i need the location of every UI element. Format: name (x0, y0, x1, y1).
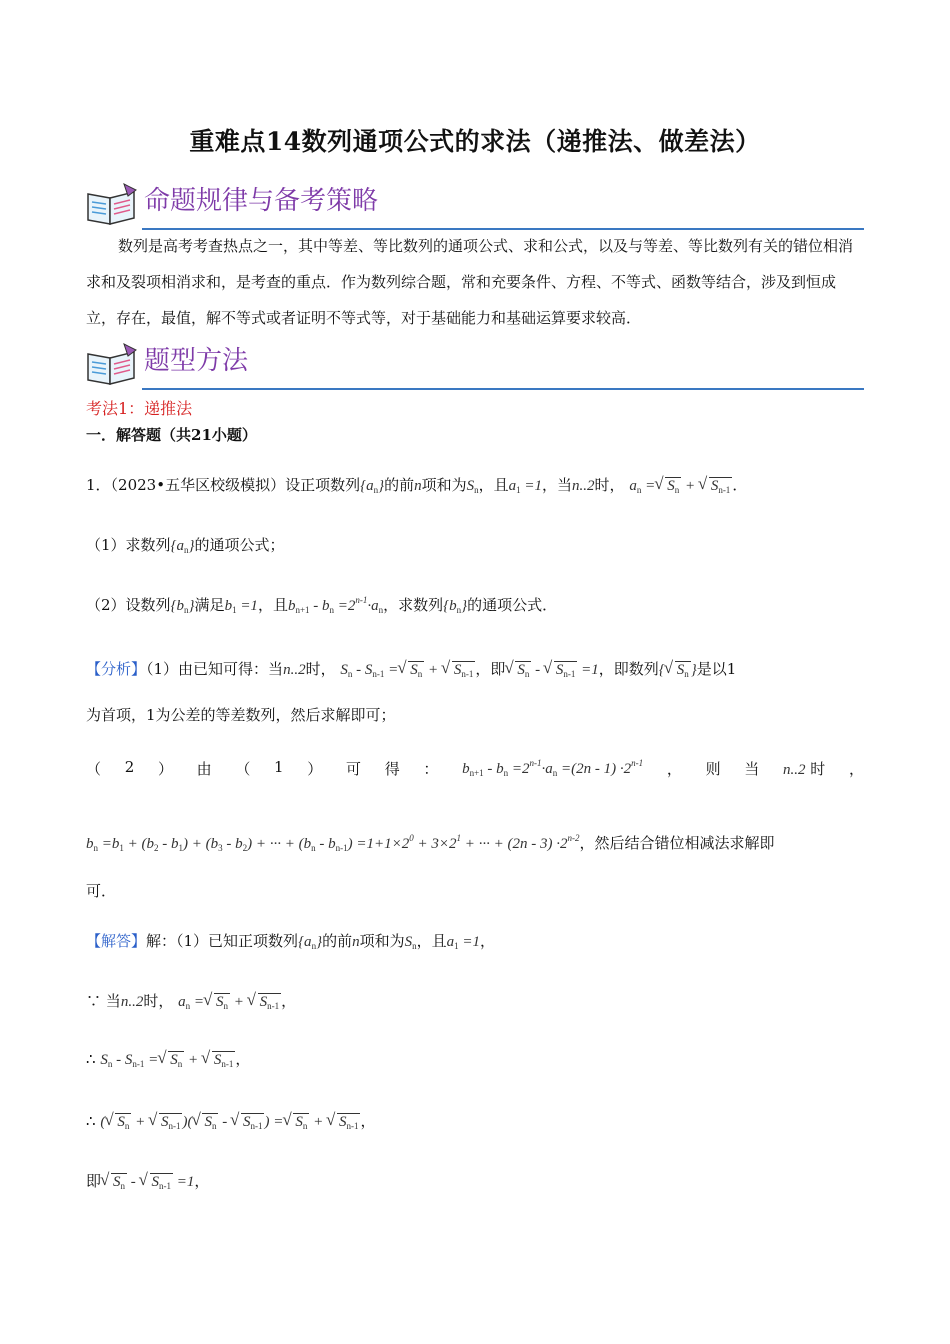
section-header-methods (84, 340, 864, 390)
intro-paragraph: 数列是高考考查热点之一，其中等差、等比数列的通项公式、求和公式，以及与等差、等比数列有关的错位相消求和及裂项相消求和，是考查的重点．作为数列综合题，常和充要条件、方程、不等式、函数等结合，涉及到恒成立，存在，最值，解不等式或者证明不等式等，对于基础能力和基础运算要求较高． (86, 237, 854, 327)
open-book-icon (84, 342, 140, 386)
section-title: 命题规律与备考策略 (144, 186, 379, 216)
solution-tag: 【解答】 (86, 932, 147, 950)
section-divider (142, 388, 864, 390)
part-label: 一．解答题（共21小题） (86, 426, 257, 444)
method-label: 考法1：递推法 (86, 399, 193, 418)
open-book-icon (84, 182, 140, 226)
section-title: 题型方法 (144, 346, 249, 376)
question-2: （2）设数列$\{b_n\}$满足$b_1 =1$，且$b_{n+1} - b_n =2^{n-1}\cdot a_n$，求数列$\{b_n\}$的通项公式． (86, 595, 558, 615)
analysis-line-4: $b_n =b_1 + (b_2 - b_1) + (b_3 - b_2)$ + ··· + $(b_n - b_{n-1}) =1+1\times 2^0 + 3\times 2^1$ + ··· + $(2n - 3) \cdot 2^{n-2}$，然后结合错位相减法求解即 (86, 833, 775, 853)
question-1: （1）求数列$\{a_n\}$的通项公式； (86, 536, 285, 555)
analysis-line-3: （ 2 ） 由 （ 1 ） 可 得 ： $b_{n+1} - b_n =2^{n-1}\cdot a_n =(2n - 1) \cdot 2^{n-1}$ ， 则 当 n..2 时 ， (86, 758, 864, 778)
analysis-line-5: 可． (86, 882, 117, 900)
page-title: 重难点14数列通项公式的求法（递推法、做差法） (189, 127, 761, 156)
analysis-line-1: 【分析】（1）由已知可得：当n..2时， $S_n - S_{n-1}$ =√ $S_n$ + √ $S_{n-1}$ ，即√ $S_n$ - √ $S_{n-1} =1$，即数列{√ $S_n$ }是以1 (86, 658, 864, 679)
solution-line-5: 即√ $S_n$ - √ $S_{n-1} =1$， (86, 1170, 864, 1191)
solution-line-2: ∵ 当n..2时， $a_n$ =√ $S_n$ + √ $S_{n-1}$ ， (86, 990, 864, 1011)
analysis-tag: 【分析】 (86, 660, 147, 678)
solution-line-4: ∴ (√ $S_n$ + √ $S_{n-1}$ )(√ $S_n$ - √ $S_{n-1}$ ) =√ $S_n$ + √ $S_{n-1}$ ， (86, 1110, 864, 1131)
analysis-line-2: 为首项，1为公差的等差数列，然后求解即可； (86, 706, 396, 724)
solution-line-1: 【解答】解：（1）已知正项数列$\{a_n\}$的前n项和为$S_n$，且$a_1 =1$， (86, 932, 495, 951)
solution-line-3: ∴ $S_n - S_{n-1}$ =√ $S_n$ + √ $S_{n-1}$ ， (86, 1048, 864, 1069)
section-header-strategy (84, 180, 864, 230)
problem-statement: 1．（2023•五华区校级模拟）设正项数列$\{a_n\}$的前n项和为$S_n$，且$a_1 =1$，当n..2时， $a_n$ =√ $S_n$ + √ $S_{n-1}$ ． (86, 474, 864, 495)
